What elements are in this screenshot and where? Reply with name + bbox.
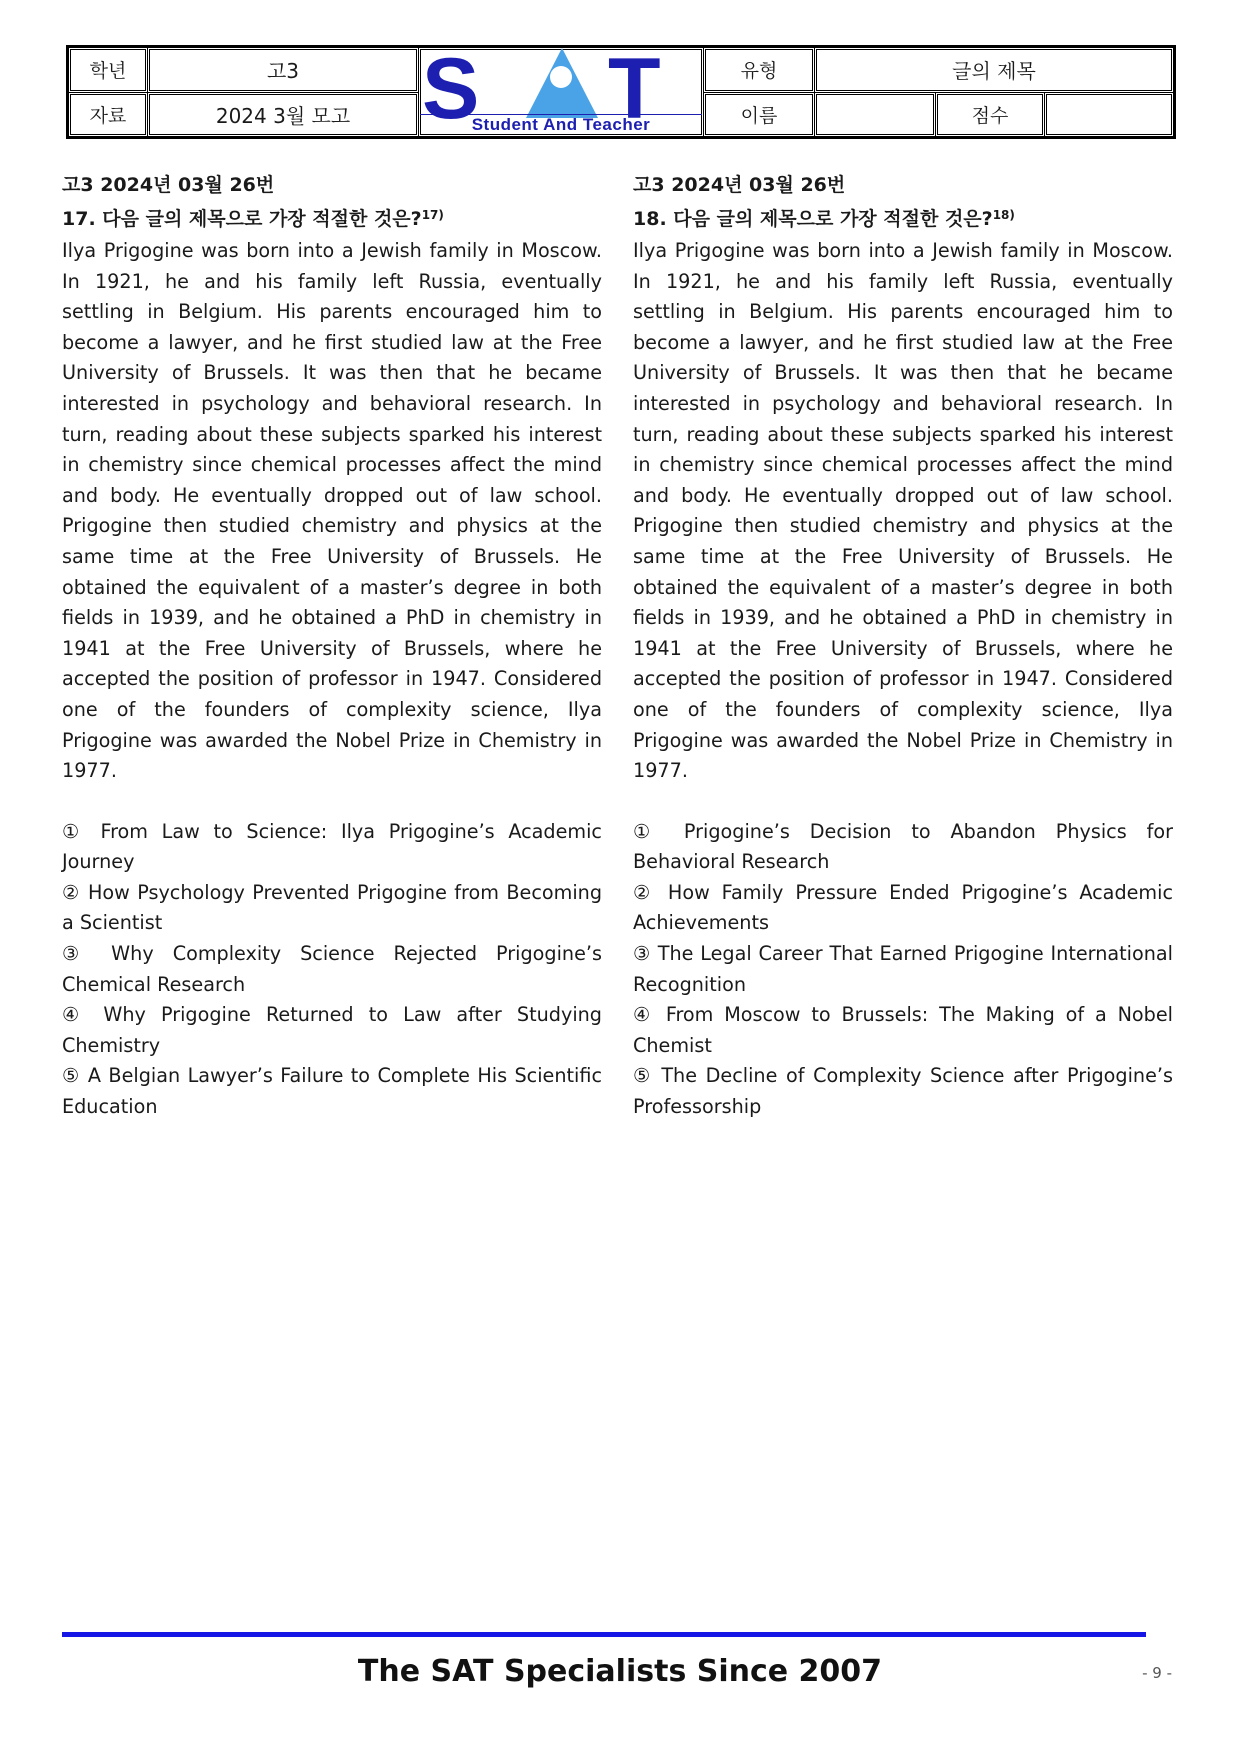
score-field[interactable] xyxy=(1045,92,1174,137)
logo-tagline: Student And Teacher xyxy=(420,114,702,135)
page-number: - 9 - xyxy=(1142,1664,1172,1682)
type-value: 글의 제목 xyxy=(815,48,1174,93)
answer-options xyxy=(62,817,602,1123)
question-18 xyxy=(633,170,1173,1123)
score-label: 점수 xyxy=(936,92,1045,137)
grade-label: 학년 xyxy=(69,48,148,93)
option-5[interactable]: ⑤ The Decline of Complexity Science after Prigogine’s Professorship xyxy=(633,1064,1173,1119)
source-value: 2024 3월 모고 xyxy=(148,92,419,137)
answer-options xyxy=(633,817,1173,1123)
name-label: 이름 xyxy=(704,92,815,137)
footnote-ref: 17) xyxy=(421,208,444,222)
logo-letter-s: S xyxy=(422,41,480,137)
option-4[interactable]: ④ From Moscow to Brussels: The Making of a Nobel Chemist xyxy=(633,1003,1173,1057)
option-2[interactable]: ② How Family Pressure Ended Prigogine’s Academic Achievements xyxy=(633,880,1173,935)
option-5[interactable]: ⑤ A Belgian Lawyer’s Failure to Complete His Scientific Education xyxy=(62,1064,602,1119)
option-2[interactable]: ② How Psychology Prevented Prigogine from Becoming a Scientist xyxy=(62,880,602,935)
footer-rule xyxy=(62,1632,1146,1637)
option-4[interactable]: ④ Why Prigogine Returned to Law after Studying Chemistry xyxy=(62,1003,602,1057)
type-label: 유형 xyxy=(704,48,815,93)
footer-slogan: The SAT Specialists Since 2007 xyxy=(357,1654,883,1689)
option-1[interactable]: ① From Law to Science: Ilya Prigogine’s Academic Journey xyxy=(62,819,602,874)
name-field[interactable] xyxy=(815,92,936,137)
passage: Ilya Prigogine was born into a Jewish family in Moscow. In 1921, he and his family left Russia, eventually settling in Belgium. His parents encouraged him to become a lawyer, and he first studied law at the Free University of Brussels. It was then that he became interested in psychology and behavioral research. In turn, reading about these subjects sparked his interest in chemistry since chemical processes affect the mind and body. He eventually dropped out of law school. Prigogine then studied chemistry and physics at the same time at the Free University of Brussels. He obtained the equivalent of a master’s degree in both fields in 1939, and he obtained a PhD in chemistry in 1941 at the Free University of Brussels, where he accepted the position of professor in 1947. Considered one of the founders of complexity science, Ilya Prigogine was awarded the Nobel Prize in Chemistry in 1977. xyxy=(62,239,602,783)
question-meta: 고3 2024년 03월 26번 xyxy=(62,174,275,196)
footnote-ref: 18) xyxy=(992,208,1015,222)
option-3[interactable]: ③ The Legal Career That Earned Prigogine International Recognition xyxy=(633,942,1173,996)
question-title: 17. 다음 글의 제목으로 가장 적절한 것은?$^{17)}$ xyxy=(62,208,444,230)
logo xyxy=(419,41,704,137)
option-1[interactable]: ① Prigogine’s Decision to Abandon Physics for Behavioral Research xyxy=(633,819,1173,874)
passage: Ilya Prigogine was born into a Jewish family in Moscow. In 1921, he and his family left Russia, eventually settling in Belgium. His parents encouraged him to become a lawyer, and he first studied law at the Free University of Brussels. It was then that he became interested in psychology and behavioral research. In turn, reading about these subjects sparked his interest in chemistry since chemical processes affect the mind and body. He eventually dropped out of law school. Prigogine then studied chemistry and physics at the same time at the Free University of Brussels. He obtained the equivalent of a master’s degree in both fields in 1939, and he obtained a PhD in chemistry in 1941 at the Free University of Brussels, where he accepted the position of professor in 1947. Considered one of the founders of complexity science, Ilya Prigogine was awarded the Nobel Prize in Chemistry in 1977. xyxy=(633,239,1173,783)
option-3[interactable]: ③ Why Complexity Science Rejected Prigogine’s Chemical Research xyxy=(62,942,602,996)
logo-letter-t: T xyxy=(608,41,661,137)
question-meta: 고3 2024년 03월 26번 xyxy=(633,174,846,196)
question-17 xyxy=(62,170,602,1123)
header-table xyxy=(66,41,1176,139)
question-title: 18. 다음 글의 제목으로 가장 적절한 것은?$^{18)}$ xyxy=(633,208,1015,230)
source-label: 자료 xyxy=(69,92,148,137)
grade-value: 고3 xyxy=(148,48,419,93)
